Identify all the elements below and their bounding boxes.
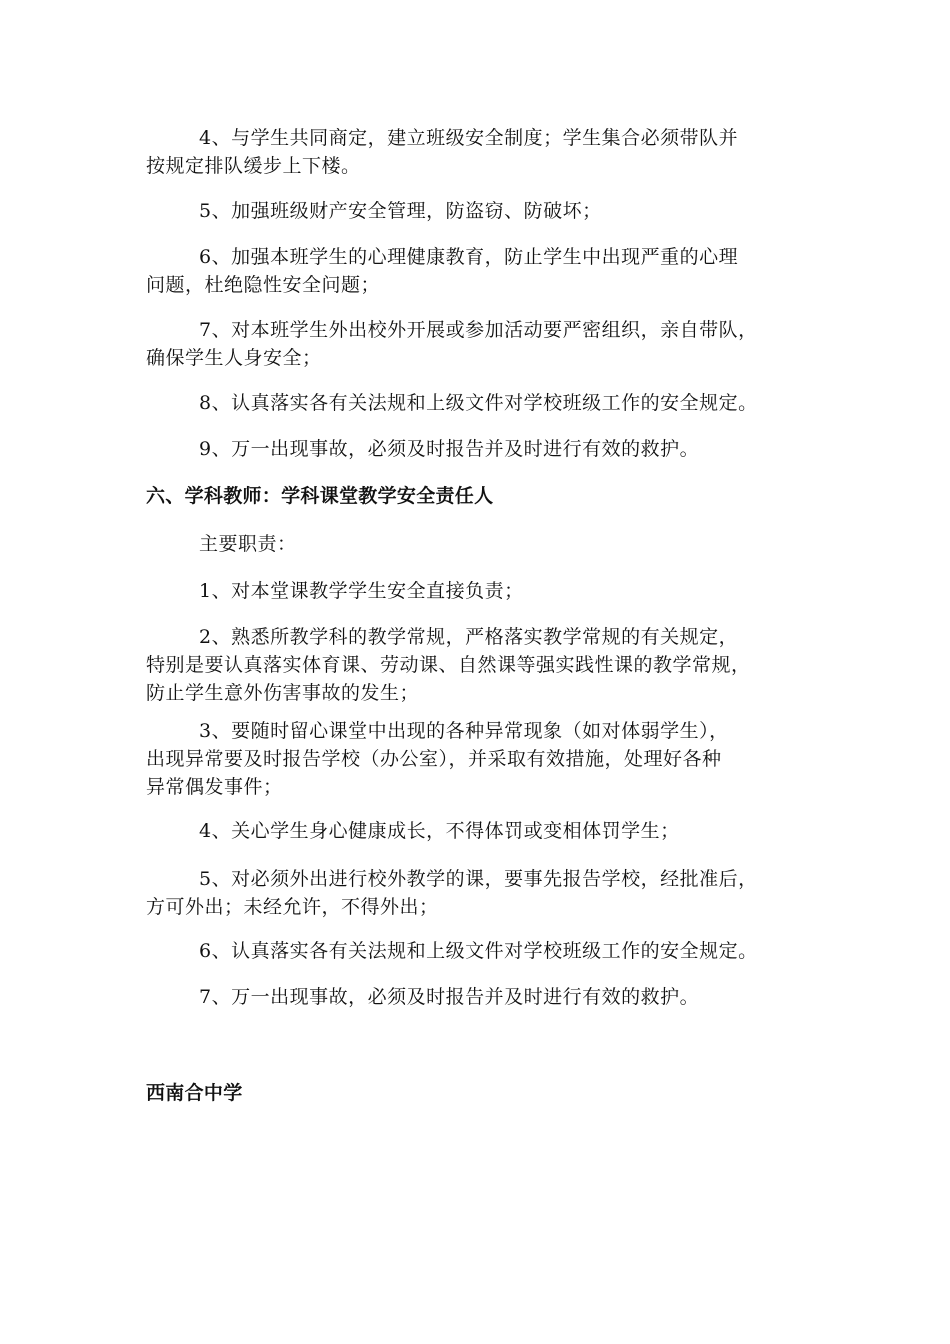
line: 2、熟悉所教学科的教学常规，严格落实教学常规的有关规定， <box>199 626 739 648</box>
line: 4、与学生共同商定，建立班级安全制度；学生集合必须带队并 <box>199 127 739 149</box>
duties-label-text: 主要职责： <box>199 533 297 555</box>
line: 异常偶发事件； <box>146 776 283 798</box>
line: 问题，杜绝隐性安全问题； <box>146 274 381 296</box>
line: 5、对必须外出进行校外教学的课，要事先报告学校，经批准后， <box>199 868 758 890</box>
line: 方可外出；未经允许，不得外出； <box>146 896 439 918</box>
line: 1、对本堂课教学学生安全直接负责； <box>199 580 524 602</box>
line: 3、要随时留心课堂中出现的各种异常现象（如对体弱学生）， <box>199 720 729 742</box>
line: 9、万一出现事故，必须及时报告并及时进行有效的救护。 <box>199 438 700 460</box>
signature-text: 西南合中学 <box>146 1082 243 1104</box>
line: 7、对本班学生外出校外开展或参加活动要严密组织，亲自带队， <box>199 319 758 341</box>
section-heading-text: 六、学科教师：学科课堂教学安全责任人 <box>146 485 494 507</box>
line: 按规定排队缓步上下楼。 <box>146 155 361 177</box>
line: 5、加强班级财产安全管理，防盗窃、防破坏； <box>199 200 602 222</box>
line: 6、加强本班学生的心理健康教育，防止学生中出现严重的心理 <box>199 246 739 268</box>
line: 出现异常要及时报告学校（办公室），并采取有效措施，处理好各种 <box>146 748 722 770</box>
line: 8、认真落实各有关法规和上级文件对学校班级工作的安全规定。 <box>199 392 758 414</box>
line: 防止学生意外伤害事故的发生； <box>146 682 420 704</box>
line: 7、万一出现事故，必须及时报告并及时进行有效的救护。 <box>199 986 700 1008</box>
line: 6、认真落实各有关法规和上级文件对学校班级工作的安全规定。 <box>199 940 758 962</box>
line: 确保学生人身安全； <box>146 347 322 369</box>
line: 特别是要认真落实体育课、劳动课、自然课等强实践性课的教学常规， <box>146 654 751 676</box>
line: 4、关心学生身心健康成长，不得体罚或变相体罚学生； <box>199 820 680 842</box>
